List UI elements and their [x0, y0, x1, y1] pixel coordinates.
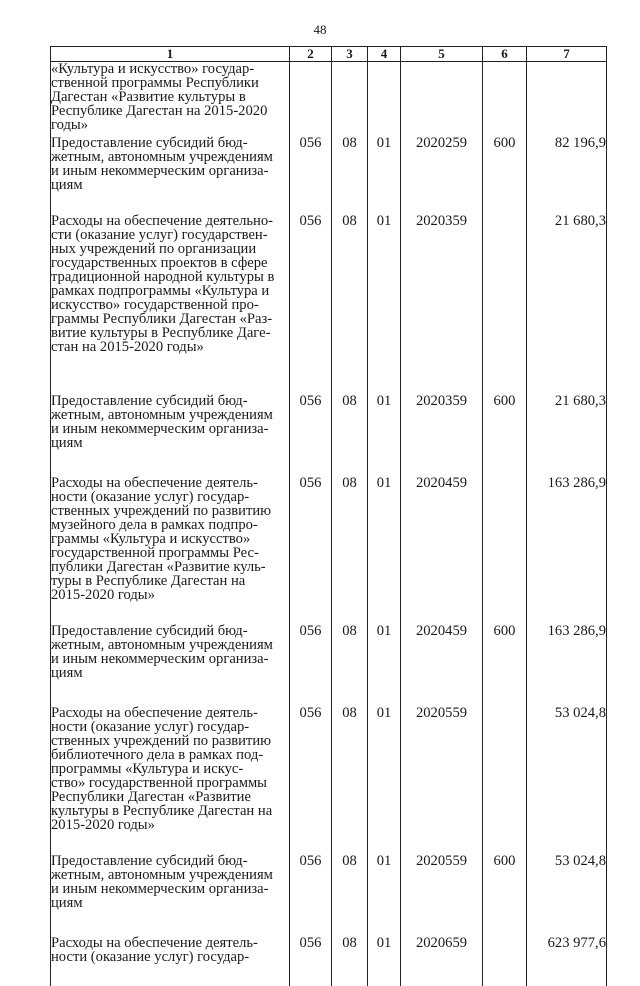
column-header-5: 5: [401, 47, 483, 62]
code-target-article: 2020359: [401, 214, 483, 394]
description-line: ственной программы Республики: [51, 76, 289, 90]
description-line: туры в Республике Дагестан на: [51, 574, 289, 588]
description-line: государственных проектов в сфере: [51, 256, 289, 270]
code-target-article: 2020359: [401, 394, 483, 476]
code-section: 08: [332, 214, 368, 394]
code-expense-type: 600: [483, 394, 527, 476]
amount-value: 53 024,8: [527, 854, 607, 936]
amount-value: [527, 62, 607, 137]
table-row: [51, 854, 607, 936]
amount-value: 21 680,3: [527, 214, 607, 394]
page-number: 48: [0, 22, 640, 38]
description-line: Предоставление субсидий бюд-: [51, 624, 289, 638]
table-row: [51, 706, 607, 854]
code-expense-type: [483, 476, 527, 624]
description-line: библиотечного дела в рамках под-: [51, 748, 289, 762]
description-line: и иным некоммерческим организа-: [51, 422, 289, 436]
code-expense-type: 600: [483, 854, 527, 936]
code-ministry: 056: [290, 136, 332, 214]
table-row: [51, 136, 607, 214]
code-section: 08: [332, 136, 368, 214]
amount-value: 163 286,9: [527, 624, 607, 706]
budget-table: [50, 46, 607, 986]
code-target-article: 2020559: [401, 854, 483, 936]
description-line: сти (оказание услуг) государствен-: [51, 228, 289, 242]
description-line: государственной программы Рес-: [51, 546, 289, 560]
code-target-article: 2020459: [401, 624, 483, 706]
description-line: ности (оказание услуг) государ-: [51, 720, 289, 734]
code-subsection: 01: [368, 936, 401, 986]
code-target-article: 2020259: [401, 136, 483, 214]
table-row: [51, 476, 607, 624]
code-expense-type: 600: [483, 624, 527, 706]
description-line: 2015-2020 годы»: [51, 818, 289, 832]
description-line: Расходы на обеспечение деятель-: [51, 936, 289, 950]
code-target-article: 2020459: [401, 476, 483, 624]
row-description: [51, 214, 290, 394]
code-section: 08: [332, 394, 368, 476]
table-body: [51, 62, 607, 986]
code-expense-type: [483, 936, 527, 986]
description-line: 2015-2020 годы»: [51, 588, 289, 602]
row-description: [51, 476, 290, 624]
code-expense-type: [483, 62, 527, 137]
amount-value: 53 024,8: [527, 706, 607, 854]
description-line: культуры в Республике Дагестан на: [51, 804, 289, 818]
code-section: 08: [332, 936, 368, 986]
description-line: искусство» государственной про-: [51, 298, 289, 312]
amount-value: 82 196,9: [527, 136, 607, 214]
description-line: стан на 2015-2020 годы»: [51, 340, 289, 354]
code-target-article: 2020559: [401, 706, 483, 854]
description-line: жетным, автономным учреждениям: [51, 638, 289, 652]
column-header-7: 7: [527, 47, 607, 62]
amount-value: 21 680,3: [527, 394, 607, 476]
row-description: [51, 624, 290, 706]
description-line: ных учреждений по организации: [51, 242, 289, 256]
description-line: Расходы на обеспечение деятель-: [51, 706, 289, 720]
code-ministry: [290, 62, 332, 137]
code-target-article: 2020659: [401, 936, 483, 986]
code-ministry: 056: [290, 706, 332, 854]
description-line: ственных учреждений по развитию: [51, 734, 289, 748]
row-description: [51, 854, 290, 936]
description-line: ности (оказание услуг) государ-: [51, 950, 289, 964]
description-line: ности (оказание услуг) государ-: [51, 490, 289, 504]
column-header-3: 3: [332, 47, 368, 62]
description-line: граммы Республики Дагестан «Раз-: [51, 312, 289, 326]
code-subsection: 01: [368, 624, 401, 706]
code-ministry: 056: [290, 936, 332, 986]
code-expense-type: [483, 214, 527, 394]
code-subsection: 01: [368, 136, 401, 214]
code-ministry: 056: [290, 476, 332, 624]
code-section: 08: [332, 854, 368, 936]
code-section: [332, 62, 368, 137]
code-target-article: [401, 62, 483, 137]
row-description: [51, 394, 290, 476]
description-line: жетным, автономным учреждениям: [51, 150, 289, 164]
description-line: и иным некоммерческим организа-: [51, 164, 289, 178]
code-ministry: 056: [290, 214, 332, 394]
description-line: Расходы на обеспечение деятельно-: [51, 214, 289, 228]
column-header-4: 4: [368, 47, 401, 62]
description-line: программы «Культура и искус-: [51, 762, 289, 776]
description-line: и иным некоммерческим организа-: [51, 652, 289, 666]
code-section: 08: [332, 624, 368, 706]
description-line: Предоставление субсидий бюд-: [51, 136, 289, 150]
code-subsection: 01: [368, 476, 401, 624]
code-subsection: [368, 62, 401, 137]
table-row: [51, 394, 607, 476]
description-line: ство» государственной программы: [51, 776, 289, 790]
description-line: Расходы на обеспечение деятель-: [51, 476, 289, 490]
description-line: «Культура и искусство» государ-: [51, 62, 289, 76]
description-line: жетным, автономным учреждениям: [51, 868, 289, 882]
description-line: циям: [51, 896, 289, 910]
table-header-row: [51, 47, 607, 62]
description-line: музейного дела в рамках подпро-: [51, 518, 289, 532]
code-ministry: 056: [290, 854, 332, 936]
table-row: [51, 214, 607, 394]
table-row: [51, 624, 607, 706]
code-section: 08: [332, 476, 368, 624]
code-subsection: 01: [368, 214, 401, 394]
row-description: [51, 62, 290, 137]
row-description: [51, 936, 290, 986]
code-subsection: 01: [368, 854, 401, 936]
code-subsection: 01: [368, 394, 401, 476]
table-row: [51, 62, 607, 137]
description-line: традиционной народной культуры в: [51, 270, 289, 284]
code-ministry: 056: [290, 624, 332, 706]
code-expense-type: [483, 706, 527, 854]
description-line: публики Дагестан «Развитие куль-: [51, 560, 289, 574]
description-line: циям: [51, 178, 289, 192]
amount-value: 623 977,6: [527, 936, 607, 986]
table-row: [51, 936, 607, 986]
description-line: граммы «Культура и искусство»: [51, 532, 289, 546]
column-header-2: 2: [290, 47, 332, 62]
description-line: Республики Дагестан «Развитие: [51, 790, 289, 804]
code-section: 08: [332, 706, 368, 854]
code-subsection: 01: [368, 706, 401, 854]
amount-value: 163 286,9: [527, 476, 607, 624]
column-header-6: 6: [483, 47, 527, 62]
description-line: витие культуры в Республике Даге-: [51, 326, 289, 340]
description-line: циям: [51, 436, 289, 450]
column-header-1: 1: [51, 47, 290, 62]
code-ministry: 056: [290, 394, 332, 476]
description-line: жетным, автономным учреждениям: [51, 408, 289, 422]
description-line: и иным некоммерческим организа-: [51, 882, 289, 896]
description-line: годы»: [51, 118, 289, 132]
row-description: [51, 706, 290, 854]
description-line: циям: [51, 666, 289, 680]
description-line: рамках подпрограммы «Культура и: [51, 284, 289, 298]
description-line: Республике Дагестан на 2015-2020: [51, 104, 289, 118]
description-line: Дагестан «Развитие культуры в: [51, 90, 289, 104]
row-description: [51, 136, 290, 214]
description-line: Предоставление субсидий бюд-: [51, 394, 289, 408]
description-line: ственных учреждений по развитию: [51, 504, 289, 518]
description-line: Предоставление субсидий бюд-: [51, 854, 289, 868]
code-expense-type: 600: [483, 136, 527, 214]
